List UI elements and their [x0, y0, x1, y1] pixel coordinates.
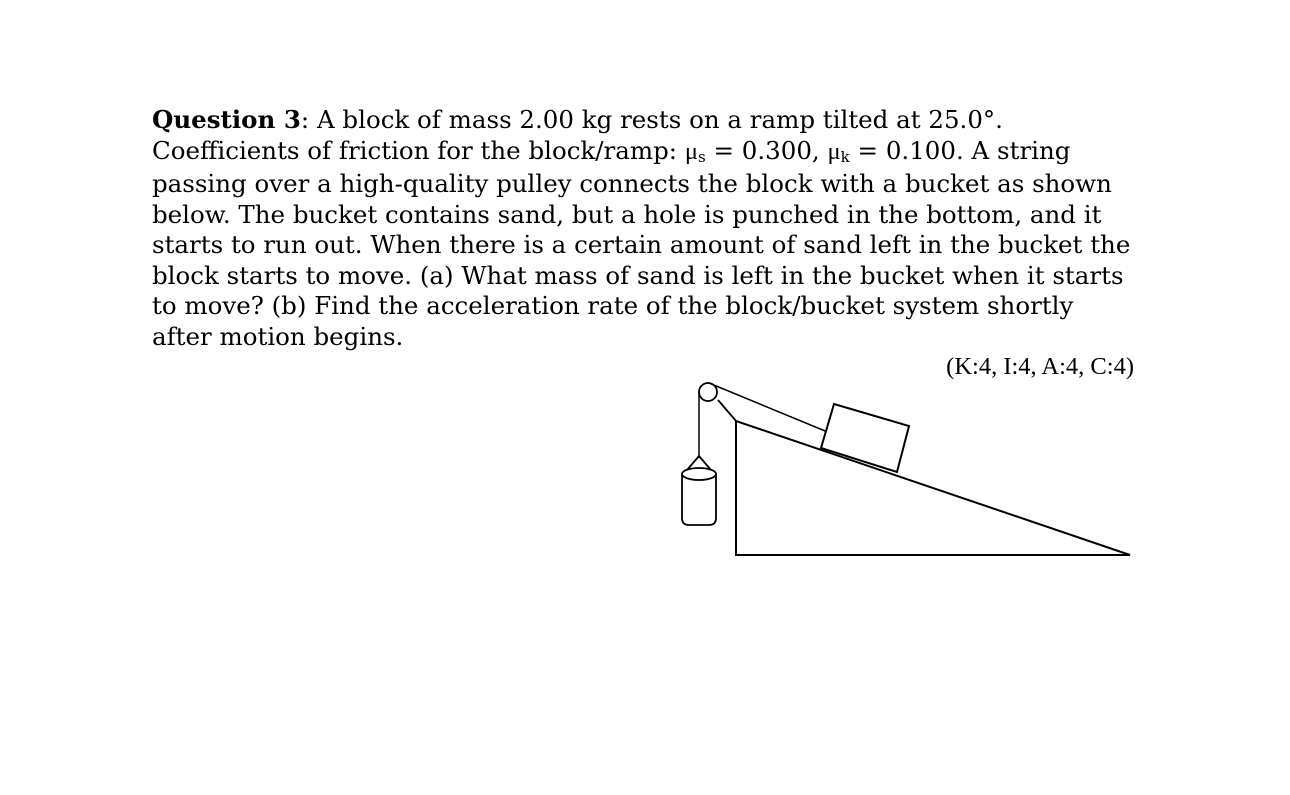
- mu-s-subscript: s: [697, 147, 706, 166]
- string-to-block: [709, 383, 830, 433]
- question-label: Question 3: [152, 105, 301, 134]
- question-intro: A block of mass 2.00 kg rests on a ramp tilted at 25.0°. Coefficients of friction for the block/ramp:: [152, 105, 1003, 165]
- question-label-suffix: :: [300, 105, 310, 134]
- mu-s-symbol: μ: [684, 137, 698, 165]
- mu-s-value: = 0.300,: [705, 135, 828, 165]
- bucket-body: [682, 474, 716, 525]
- ramp: [736, 421, 1130, 555]
- pulley-support: [718, 400, 736, 421]
- bucket-rim: [682, 468, 716, 480]
- question-body: A string passing over a high-quality pulley connects the block with a bucket as shown below. The bucket contains sand, but a hole is punched in the bottom, and it starts to run out. When there is a certain amount of sand left in the bucket the block starts to move. (a) What mass of sand is left in the bucket when it starts to move? (b) Find the acceleration rate of the block/bucket system shortly after motion begins.: [152, 135, 1131, 351]
- mu-k-value: = 0.100.: [849, 135, 964, 165]
- marks-breakdown: (K:4, I:4, A:4, C:4): [946, 353, 1134, 380]
- question-paragraph: [152, 105, 1137, 352]
- mu-k-subscript: k: [840, 147, 850, 166]
- mu-k-symbol: μ: [827, 137, 841, 165]
- ramp-pulley-diagram: [660, 370, 1140, 565]
- question-text: [152, 105, 1137, 383]
- block: [821, 404, 909, 472]
